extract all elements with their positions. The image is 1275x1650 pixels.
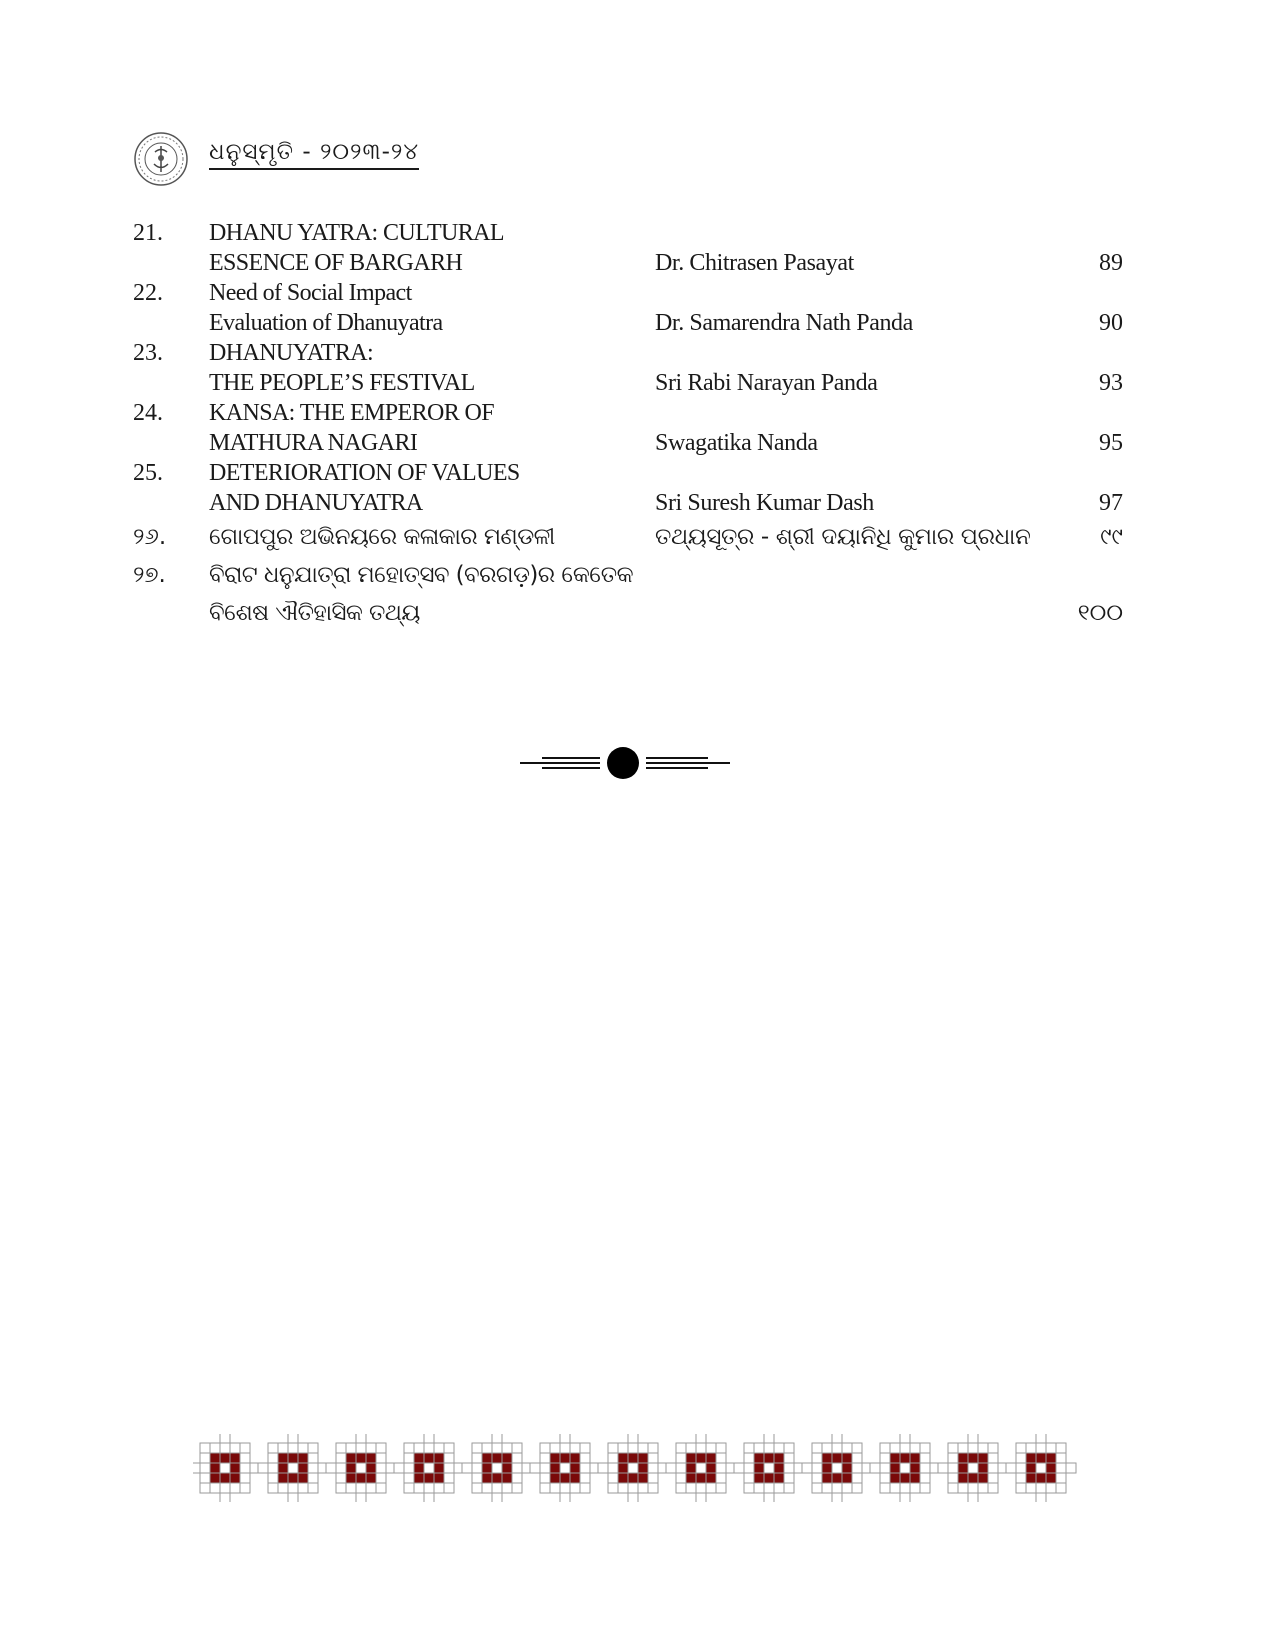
- toc-title: DHANU YATRA: CULTURAL: [209, 220, 504, 246]
- toc-entry: [133, 398, 1123, 458]
- toc-entry: [133, 518, 1123, 556]
- toc-number: 22.: [133, 280, 163, 306]
- toc-title: DHANUYATRA:: [209, 340, 374, 366]
- toc-number: ୨୭.: [133, 562, 166, 588]
- toc-entry: [133, 338, 1123, 398]
- toc-page-number: 95: [1099, 430, 1123, 456]
- toc-page-number: 90: [1099, 310, 1123, 336]
- seal-emblem-icon: [133, 131, 189, 187]
- toc-title: DETERIORATION OF VALUES: [209, 460, 520, 486]
- toc-title: ବିଶେଷ ଐତିହାସିକ ତଥ୍ୟ: [209, 600, 420, 626]
- toc-author: Sri Suresh Kumar Dash: [655, 490, 874, 516]
- toc-number: 23.: [133, 340, 163, 366]
- toc-author: Swagatika Nanda: [655, 430, 818, 456]
- toc-line: [133, 368, 1123, 398]
- toc-line: [133, 556, 1123, 594]
- toc-line: [133, 278, 1123, 308]
- toc-title: Need of Social Impact: [209, 280, 412, 306]
- toc-line: [133, 308, 1123, 338]
- toc-entry: [133, 458, 1123, 518]
- ornamental-divider-icon: [520, 745, 730, 781]
- toc-line: [133, 594, 1123, 632]
- toc-title: ବିରାଟ ଧନୁଯାତ୍ରା ମହୋତ୍ସବ (ବରଗଡ଼)ର କେତେକ: [209, 562, 633, 588]
- toc-line: [133, 398, 1123, 428]
- toc-number: ୨୬.: [133, 524, 167, 550]
- toc-number: 21.: [133, 220, 163, 246]
- cross-motif: [598, 1434, 668, 1502]
- toc-line: [133, 518, 1123, 556]
- toc-line: [133, 338, 1123, 368]
- cross-motif: [870, 1434, 940, 1502]
- toc-page-number: ୯୯: [1100, 524, 1123, 550]
- cross-motif: [802, 1434, 872, 1502]
- toc-author: Dr. Chitrasen Pasayat: [655, 250, 854, 276]
- table-of-contents: [133, 218, 1123, 632]
- cross-pattern-border-icon: [193, 1434, 1121, 1502]
- header-title: ଧନୁସ୍ମୃତି - ୨୦୨୩-୨୪: [209, 139, 419, 170]
- toc-number: 24.: [133, 400, 163, 426]
- toc-title: ଗୋପପୁର ଅଭିନୟରେ କଳାକାର ମଣ୍ଡଳୀ: [209, 524, 555, 550]
- toc-page-number: 97: [1099, 490, 1123, 516]
- toc-page-number: ୧୦୦: [1077, 600, 1123, 626]
- cross-motif: [1006, 1434, 1076, 1502]
- cross-motif: [394, 1434, 464, 1502]
- toc-title: MATHURA NAGARI: [209, 430, 418, 456]
- toc-title: Evaluation of Dhanuyatra: [209, 310, 443, 336]
- toc-entry: [133, 278, 1123, 338]
- cross-motif: [938, 1434, 1008, 1502]
- cross-motif: [462, 1434, 532, 1502]
- toc-title: AND DHANUYATRA: [209, 490, 423, 516]
- toc-author: ତଥ୍ୟସୂତ୍ର - ଶ୍ରୀ ଦୟାନିଧି କୁମାର ପ୍ରଧାନ: [655, 524, 1031, 550]
- toc-title: ESSENCE OF BARGARH: [209, 250, 463, 276]
- running-header: [133, 131, 533, 187]
- toc-author: Dr. Samarendra Nath Panda: [655, 310, 913, 336]
- cross-motif: [666, 1434, 736, 1502]
- toc-page-number: 93: [1099, 370, 1123, 396]
- cross-motif: [734, 1434, 804, 1502]
- toc-line: [133, 488, 1123, 518]
- toc-line: [133, 458, 1123, 488]
- toc-author: Sri Rabi Narayan Panda: [655, 370, 878, 396]
- toc-entry: [133, 218, 1123, 278]
- cross-motif: [326, 1434, 396, 1502]
- cross-motif: [258, 1434, 328, 1502]
- toc-entry: [133, 556, 1123, 632]
- toc-page-number: 89: [1099, 250, 1123, 276]
- toc-number: 25.: [133, 460, 163, 486]
- cross-motif: [530, 1434, 600, 1502]
- toc-line: [133, 218, 1123, 248]
- toc-line: [133, 428, 1123, 458]
- cross-motif: [193, 1434, 260, 1502]
- toc-line: [133, 248, 1123, 278]
- toc-title: THE PEOPLE’S FESTIVAL: [209, 370, 475, 396]
- toc-title: KANSA: THE EMPEROR OF: [209, 400, 494, 426]
